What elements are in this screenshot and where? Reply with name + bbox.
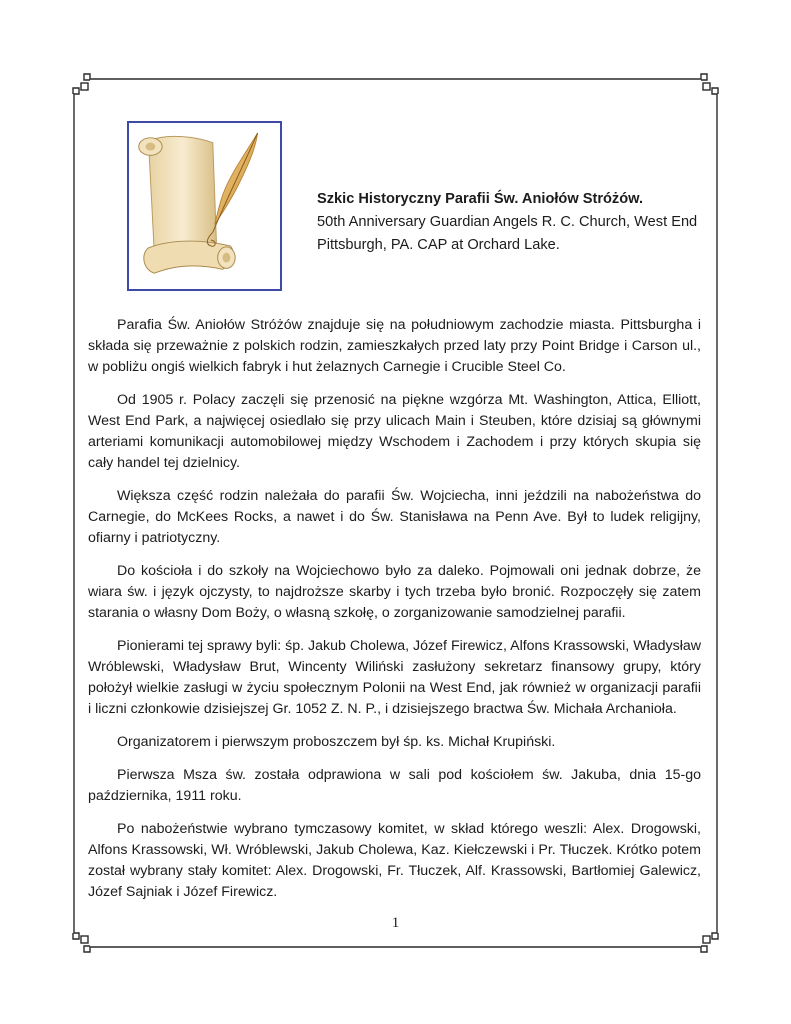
body-paragraph: Od 1905 r. Polacy zaczęli się przenosić na piękne wzgórza Mt. Washington, Attica, Elliott, West End Park, a najwięcej osiedlało się przy ulicach Main i Steuben, które dzisiaj są głównymi arteriami komunikacji automobilowej między Wschodem i Zachodem i przy których skupia się cały handel tej dzielnicy.: [88, 392, 701, 471]
body-paragraph: Organizatorem i pierwszym proboszczem był śp. ks. Michał Krupiński.: [117, 734, 556, 750]
page-number: 1: [391, 915, 400, 931]
body-paragraph: Po nabożeństwie wybrano tymczasowy komitet, w skład którego weszli: Alex. Drogowski, Alfons Krassowski, Wł. Wróblewski, Jakub Cholewa, Kaz. Kiełczewski i Pr. Tłuczek. Krótko potem został wybrany stały komitet: Alex. Drogowski, Fr. Tłuczek, Alf. Krassowski, Bartłomiej Galewicz, Józef Sajniak i Józef Firewicz.: [88, 821, 701, 900]
body-paragraph: Do kościoła i do szkoły na Wojciechowo było za daleko. Pojmowali oni jednak dobrze, że wiara św. i język ojczysty, to najdroższe skarby i tych trzeba było bronić. Rozpoczęły się zatem starania o własny Dom Boży, o własną szkołę, o zorganizowanie samodzielnej parafii.: [88, 563, 701, 621]
document-heading: [317, 188, 717, 257]
scroll-and-quill-icon: [129, 123, 280, 289]
body-paragraph: Większa część rodzin należała do parafii Św. Wojciecha, inni jeździli na nabożeństwa do Carnegie, do McKees Rocks, a nawet i do Św. Stanisława na Penn Ave. Był to ludek religijny, ofiarny i patriotyczny.: [88, 488, 701, 546]
body-paragraph: Parafia Św. Aniołów Stróżów znajduje się na południowym zachodzie miasta. Pittsburgha i składa się przeważnie z polskich rodzin, zamieszkałych przed laty przy Point Bridge i Carson ul., w pobliżu ongiś wielkich fabryk i hut żelaznych Carnegie i Crucible Steel Co.: [88, 317, 701, 375]
document-subtitle-line-2: Pittsburgh, PA. CAP at Orchard Lake.: [317, 237, 560, 253]
document-subtitle-line-1: 50th Anniversary Guardian Angels R. C. Church, West End: [317, 214, 698, 230]
illustration-frame: [127, 121, 282, 291]
body-paragraph: Pionierami tej sprawy byli: śp. Jakub Cholewa, Józef Firewicz, Alfons Krassowski, Władysław Wróblewski, Władysław Brut, Wincenty Wiliński zasłużony sekretarz finansowy grupy, który położył wielkie zasługi w życiu społecznym Polonii na West End, jak również w organizacji parafii i liczni członkowie dzisiejszej Gr. 1052 Z. N. P., i dzisiejszego bractwa Św. Michała Archanioła.: [88, 638, 701, 717]
document-title: Szkic Historyczny Parafii Św. Aniołów Stróżów.: [317, 191, 643, 207]
document-body: [88, 315, 701, 915]
body-paragraph: Pierwsza Msza św. została odprawiona w sali pod kościołem św. Jakuba, dnia 15-go października, 1911 roku.: [88, 767, 701, 804]
